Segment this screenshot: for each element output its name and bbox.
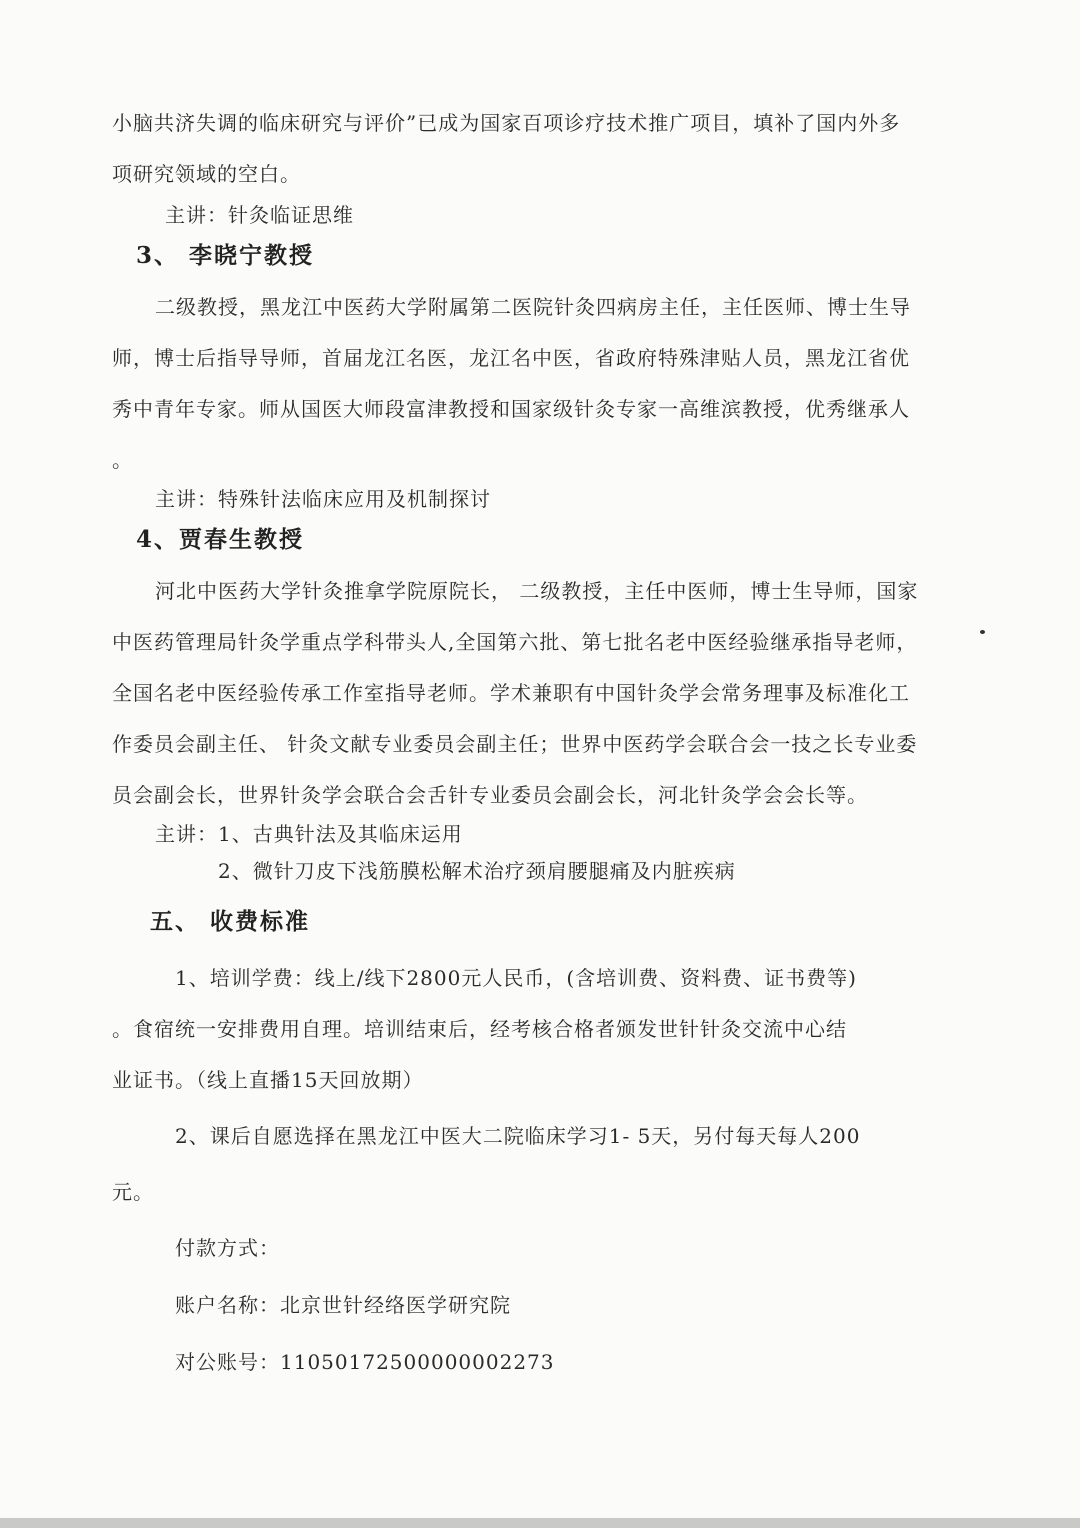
speaker4-heading: 4、贾春生教授 <box>136 526 305 553</box>
intro-lecture: 主讲：针灸临证思维 <box>165 203 354 227</box>
speaker4-lecture-1: 主讲：1、古典针法及其临床运用 <box>155 822 463 846</box>
speaker4-line-1: 河北中医药大学针灸推拿学院原院长， 二级教授，主任中医师，博士生导师，国家 <box>155 579 919 603</box>
speaker4-line-3: 全国名老中医经验传承工作室指导老师。学术兼职有中国针灸学会常务理事及标准化工 <box>112 681 910 705</box>
speaker3-line-4: 。 <box>112 448 133 472</box>
fees-item2-line-2: 元。 <box>112 1180 154 1204</box>
payment-account-number: 对公账号：11050172500000002273 <box>175 1350 555 1374</box>
intro-line-2: 项研究领域的空白。 <box>112 162 301 186</box>
intro-line-1: 小脑共济失调的临床研究与评价”已成为国家百项诊疗技术推广项目，填补了国内外多 <box>112 111 901 135</box>
payment-label: 付款方式： <box>175 1236 280 1260</box>
fees-item1-line-1: 1、培训学费：线上/线下2800元人民币，(含培训费、资料费、证书费等) <box>175 966 857 990</box>
scan-bottom-edge <box>0 1518 1080 1528</box>
payment-account-name: 账户名称：北京世针经络医学研究院 <box>175 1293 511 1317</box>
fees-heading: 五、 收费标准 <box>150 908 311 935</box>
fees-item2-line-1: 2、课后自愿选择在黑龙江中医大二院临床学习1- 5天，另付每天每人200 <box>175 1124 861 1148</box>
speaker4-line-5: 员会副会长，世界针灸学会联合会舌针专业委员会副会长，河北针灸学会会长等。 <box>112 783 868 807</box>
speaker4-line-4: 作委员会副主任、 针灸文献专业委员会副主任；世界中医药学会联合会一技之长专业委 <box>112 732 918 756</box>
speaker3-line-3: 秀中青年专家。师从国医大师段富津教授和国家级针灸专家一高维滨教授，优秀继承人 <box>112 397 910 421</box>
speaker3-line-2: 师，博士后指导导师，首届龙江名医，龙江名中医，省政府特殊津贴人员，黑龙江省优 <box>112 346 910 370</box>
speaker3-heading: 3、 李晓宁教授 <box>136 242 315 269</box>
scan-speck <box>980 630 985 634</box>
speaker3-line-1: 二级教授，黑龙江中医药大学附属第二医院针灸四病房主任，主任医师、博士生导 <box>155 295 911 319</box>
speaker4-lecture-2: 2、微针刀皮下浅筋膜松解术治疗颈肩腰腿痛及内脏疾病 <box>218 859 736 883</box>
speaker3-lecture: 主讲：特殊针法临床应用及机制探讨 <box>155 487 491 511</box>
speaker4-line-2: 中医药管理局针灸学重点学科带头人,全国第六批、第七批名老中医经验继承指导老师， <box>112 630 918 654</box>
fees-item1-line-2: 。食宿统一安排费用自理。培训结束后，经考核合格者颁发世针针灸交流中心结 <box>112 1017 847 1041</box>
fees-item1-line-3: 业证书。（线上直播15天回放期） <box>112 1068 424 1092</box>
